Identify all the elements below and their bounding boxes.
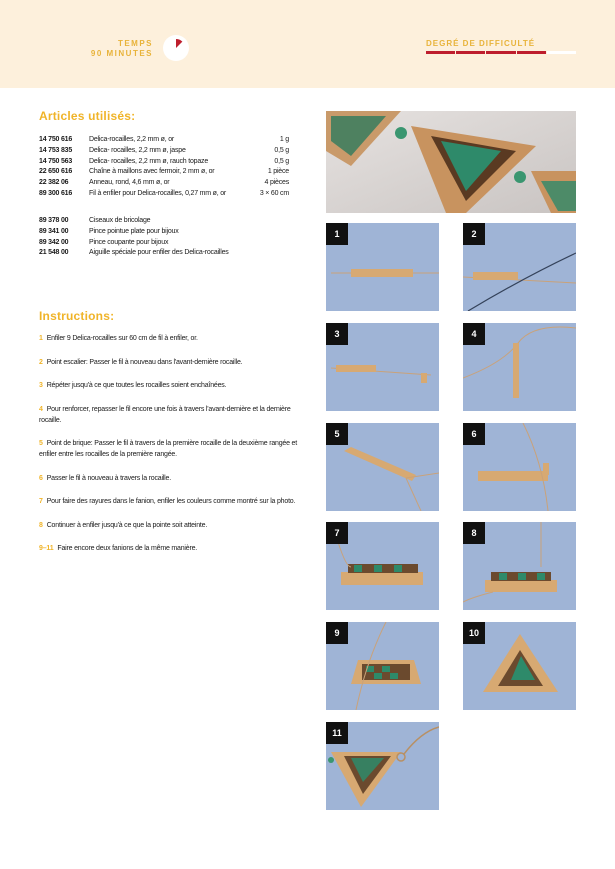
clock-wedge — [163, 35, 189, 61]
step-text: Enfiler 9 Delica-rocailles sur 60 cm de fil à enfiler, or. — [46, 335, 198, 342]
tool-row — [39, 248, 289, 259]
step-number: 8 — [39, 521, 43, 529]
step-photo-number: 11 — [326, 722, 348, 744]
step-text: Faire encore deux fanions de la même manière. — [57, 545, 198, 552]
step-photo-3 — [326, 323, 439, 411]
instruction-step — [39, 520, 299, 531]
difficulty-label: DEGRÉ DE DIFFICULTÉ — [426, 39, 536, 48]
instruction-step — [39, 496, 299, 507]
step-text: Point escalier: Passer le fil à nouveau dans l'avant-dernière rocaille. — [46, 358, 243, 366]
step-photo-number: 6 — [463, 423, 485, 445]
step-number: 1 — [39, 335, 43, 342]
tool-code: 89 341 00 — [39, 227, 69, 235]
step-text: Répéter jusqu'à ce que toutes les rocailles soient enchaînées. — [46, 382, 227, 389]
difficulty-segment — [426, 51, 455, 54]
step-number: 6 — [39, 474, 43, 482]
article-code: 22 382 06 — [39, 179, 69, 187]
instruction-step — [39, 543, 299, 554]
step-text: Pour faire des rayures dans le fanion, enfiler les couleurs comme montré sur la photo. — [46, 498, 296, 505]
article-row — [39, 178, 289, 189]
step-photo-number: 8 — [463, 522, 485, 544]
step-text: Pour renforcer, repasser le fil encore une fois à travers l'avant-dernière et la dernière rocaille. — [39, 405, 291, 424]
instructions-list — [39, 333, 299, 567]
articles-list — [39, 135, 289, 200]
step-number: 3 — [39, 382, 43, 389]
article-qty: 0,5 g — [274, 146, 289, 154]
instruction-step — [39, 404, 299, 426]
step-photo-4 — [463, 323, 576, 411]
article-desc: Delica- rocailles, 2,2 mm ø, rauch topaze — [89, 157, 209, 165]
tool-row — [39, 216, 289, 227]
step-photo-number: 5 — [326, 423, 348, 445]
step-number: 4 — [39, 405, 43, 413]
step-number: 5 — [39, 440, 43, 447]
article-desc: Chaîne à maillons avec fermoir, 2 mm ø, or — [89, 168, 215, 176]
hero-photo — [326, 111, 576, 213]
time-block — [91, 39, 153, 59]
article-row — [39, 189, 289, 200]
article-code: 89 300 616 — [39, 189, 73, 197]
difficulty-segment — [486, 51, 515, 54]
tool-desc: Ciseaux de bricolage — [89, 217, 151, 224]
tool-code: 89 378 00 — [39, 217, 69, 224]
instructions-title: Instructions: — [39, 309, 115, 323]
article-row — [39, 135, 289, 146]
instruction-step — [39, 333, 299, 344]
step-number: 2 — [39, 358, 43, 366]
difficulty-segment — [517, 51, 546, 54]
step-photo-number: 4 — [463, 323, 485, 345]
hero-beadwork-image — [326, 111, 576, 213]
article-code: 14 750 616 — [39, 136, 73, 143]
instruction-step — [39, 357, 299, 368]
step-photo-2 — [463, 223, 576, 311]
article-qty: 0,5 g — [274, 157, 289, 165]
article-row — [39, 146, 289, 157]
time-value: 90 MINUTES — [90, 49, 153, 58]
step-text: Passer le fil à nouveau à travers la rocaille. — [46, 474, 171, 482]
step-text: Continuer à enfiler jusqu'à ce que la pointe soit atteinte. — [46, 521, 208, 529]
difficulty-segment — [547, 51, 576, 54]
header-band — [0, 0, 615, 88]
step-photo-number: 1 — [326, 223, 348, 245]
clock-icon — [163, 35, 189, 61]
step-photo-number: 9 — [326, 622, 348, 644]
step-photo-9 — [326, 622, 439, 710]
step-photo-5 — [326, 423, 439, 511]
step-text: Point de brique: Passer le fil à travers de la première rocaille de la deuxième rangée et enfiler entre les rocailles de la première rangée. — [39, 440, 297, 458]
step-photo-1 — [326, 223, 439, 311]
articles-title: Articles utilisés: — [39, 109, 136, 123]
step-photo-10 — [463, 622, 576, 710]
article-code: 14 750 563 — [39, 157, 73, 165]
article-code: 22 650 616 — [39, 168, 73, 176]
tool-desc: Pince coupante pour bijoux — [89, 238, 169, 246]
article-desc: Anneau, rond, 4,6 mm ø, or — [89, 179, 170, 187]
difficulty-segment — [456, 51, 485, 54]
article-qty: 4 pièces — [264, 179, 289, 187]
difficulty-meter — [426, 51, 576, 54]
step-photo-11 — [326, 722, 439, 810]
article-qty: 3 × 60 cm — [259, 189, 289, 197]
step-photo-8 — [463, 522, 576, 610]
tools-list — [39, 216, 289, 259]
step-photo-6 — [463, 423, 576, 511]
tool-row — [39, 227, 289, 238]
tool-code: 21 548 00 — [39, 249, 69, 257]
article-row — [39, 157, 289, 168]
step-photo-number: 7 — [326, 522, 348, 544]
article-desc: Delica- rocailles, 2,2 mm ø, jaspe — [89, 146, 186, 154]
article-desc: Delica-rocailles, 2,2 mm ø, or — [89, 136, 175, 143]
step-photo-number: 2 — [463, 223, 485, 245]
step-photo-7 — [326, 522, 439, 610]
article-desc: Fil à enfiler pour Delica-rocailles, 0,27 mm ø, or — [89, 189, 227, 197]
instruction-step — [39, 380, 299, 391]
step-number: 7 — [39, 498, 43, 505]
step-number: 9–11 — [39, 545, 54, 552]
article-code: 14 753 835 — [39, 146, 73, 154]
article-qty: 1 g — [279, 136, 289, 143]
tool-code: 89 342 00 — [39, 238, 69, 246]
article-row — [39, 167, 289, 178]
tool-desc: Pince pointue plate pour bijoux — [89, 227, 179, 235]
article-qty: 1 pièce — [267, 168, 289, 176]
step-photo-number: 10 — [463, 622, 485, 644]
instruction-step — [39, 438, 299, 460]
time-label: TEMPS — [117, 39, 153, 48]
instruction-step — [39, 473, 299, 484]
tool-desc: Aiguille spéciale pour enfiler des Delica-rocailles — [89, 249, 229, 257]
tool-row — [39, 238, 289, 249]
step-photo-number: 3 — [326, 323, 348, 345]
